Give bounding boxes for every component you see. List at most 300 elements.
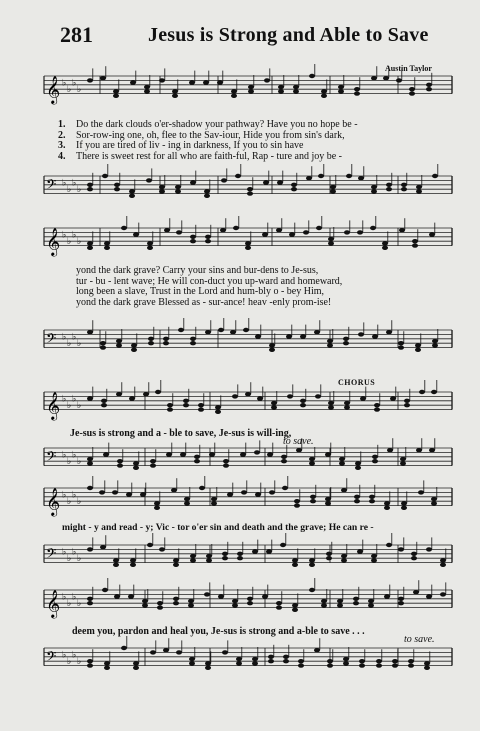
note-head: [190, 341, 196, 345]
note-head: [87, 547, 93, 551]
note-head: [235, 174, 241, 178]
flat-sign: ♭: [72, 178, 77, 189]
note-head: [176, 230, 182, 234]
note-head: [167, 407, 173, 411]
note-head: [337, 603, 343, 607]
note-head: [398, 547, 404, 551]
note-head: [328, 401, 334, 405]
note-head: [358, 176, 364, 180]
note-head: [293, 89, 299, 93]
note-head: [128, 594, 134, 598]
note-head: [401, 183, 407, 187]
note-head: [194, 455, 200, 459]
note-head: [416, 448, 422, 452]
note-head: [100, 345, 106, 349]
note-head: [248, 85, 254, 89]
note-head: [236, 661, 242, 665]
note-head: [190, 180, 196, 184]
flat-sign: ♭: [72, 78, 77, 89]
flat-sign: ♭: [62, 450, 67, 461]
chorus-line-2: might - y and read - y; Vic - tor o'er sin and death and the grave; He can re -: [62, 522, 374, 533]
note-head: [330, 189, 336, 193]
note-head: [230, 330, 236, 334]
note-head: [263, 180, 269, 184]
flat-sign: ♭: [72, 490, 77, 501]
note-head: [100, 341, 106, 345]
note-head: [370, 226, 376, 230]
note-head: [237, 556, 243, 560]
note-head: [243, 328, 249, 332]
flat-sign: ♭: [77, 657, 82, 668]
note-head: [371, 558, 377, 562]
flat-sign: ♭: [67, 497, 72, 508]
note-head: [359, 659, 365, 663]
note-head: [189, 661, 195, 665]
verse-text: long been a slave, Trust in the Lord and hum-bly o - bey Him,: [76, 286, 325, 297]
note-head: [198, 407, 204, 411]
note-head: [114, 183, 120, 187]
note-head: [142, 603, 148, 607]
note-head: [113, 94, 119, 98]
note-head: [150, 463, 156, 467]
note-head: [294, 499, 300, 503]
note-head: [341, 488, 347, 492]
note-head: [104, 246, 110, 250]
flat-sign: ♭: [72, 450, 77, 461]
note-head: [344, 405, 350, 409]
note-head: [339, 457, 345, 461]
note-head: [343, 341, 349, 345]
note-head: [190, 239, 196, 243]
note-head: [386, 187, 392, 191]
note-head: [293, 85, 299, 89]
note-head: [382, 246, 388, 250]
note-head: [257, 396, 263, 400]
note-head: [262, 232, 268, 236]
note-head: [204, 194, 210, 198]
verse-text: There is sweet rest for all who are faith-ful, Rap - ture and joy be -: [76, 150, 343, 162]
note-head: [131, 343, 137, 347]
treble-clef: 𝄞: [46, 75, 61, 104]
note-head: [292, 603, 298, 607]
note-head: [184, 497, 190, 501]
note-head: [147, 241, 153, 245]
note-head: [159, 78, 165, 82]
flat-sign: ♭: [77, 185, 82, 196]
note-head: [314, 330, 320, 334]
note-head: [232, 599, 238, 603]
note-head: [369, 499, 375, 503]
verse-text: tur - bu - lent wave; He will con-duct you up-ward and homeward,: [76, 275, 343, 287]
flat-sign: ♭: [62, 547, 67, 558]
note-head: [276, 601, 282, 605]
note-head: [166, 452, 172, 456]
note-head: [386, 330, 392, 334]
note-head: [384, 501, 390, 505]
note-head: [382, 241, 388, 245]
note-head: [346, 174, 352, 178]
note-head: [387, 448, 393, 452]
note-head: [175, 185, 181, 189]
note-head: [101, 403, 107, 407]
note-head: [87, 330, 93, 334]
note-head: [114, 187, 120, 191]
note-head: [383, 76, 389, 80]
note-head: [374, 403, 380, 407]
note-head: [374, 407, 380, 411]
note-head: [309, 588, 315, 592]
note-head: [189, 80, 195, 84]
note-head: [190, 235, 196, 239]
note-head: [254, 450, 260, 454]
note-head: [411, 556, 417, 560]
note-head: [167, 403, 173, 407]
note-head: [104, 241, 110, 245]
flat-sign: ♭: [77, 599, 82, 610]
note-head: [154, 501, 160, 505]
note-head: [116, 339, 122, 343]
note-head: [328, 237, 334, 241]
note-head: [247, 597, 253, 601]
note-head: [147, 246, 153, 250]
note-head: [172, 89, 178, 93]
note-head: [429, 448, 435, 452]
note-head: [411, 552, 417, 556]
note-head: [415, 343, 421, 347]
flat-sign: ♭: [77, 554, 82, 565]
note-head: [245, 246, 251, 250]
note-head: [175, 189, 181, 193]
note-head: [102, 174, 108, 178]
note-head: [100, 545, 106, 549]
note-head: [180, 452, 186, 456]
note-head: [150, 650, 156, 654]
note-head: [401, 501, 407, 505]
note-head: [87, 457, 93, 461]
note-head: [87, 597, 93, 601]
note-head: [116, 343, 122, 347]
note-head: [131, 348, 137, 352]
note-head: [157, 605, 163, 609]
note-head: [144, 89, 150, 93]
note-head: [133, 232, 139, 236]
note-head: [129, 396, 135, 400]
note-head: [218, 594, 224, 598]
note-head: [318, 174, 324, 178]
note-head: [247, 191, 253, 195]
note-head: [300, 334, 306, 338]
note-head: [140, 492, 146, 496]
note-head: [292, 558, 298, 562]
note-head: [327, 659, 333, 663]
note-head: [130, 558, 136, 562]
note-head: [344, 230, 350, 234]
chorus-echo-1: to save.: [283, 436, 314, 447]
note-head: [327, 343, 333, 347]
note-head: [252, 549, 258, 553]
note-head: [102, 588, 108, 592]
verse-lyrics-system-1: [58, 120, 458, 162]
note-head: [117, 463, 123, 467]
note-head: [232, 603, 238, 607]
note-head: [133, 666, 139, 670]
verse-number: 4.: [58, 150, 66, 162]
note-head: [404, 403, 410, 407]
flat-sign: ♭: [67, 657, 72, 668]
note-head: [300, 399, 306, 403]
note-head: [87, 659, 93, 663]
note-head: [287, 394, 293, 398]
note-head: [325, 497, 331, 501]
note-head: [372, 455, 378, 459]
flat-sign: ♭: [67, 85, 72, 96]
flat-sign: ♭: [62, 78, 67, 89]
verse-number: 2.: [58, 129, 66, 141]
note-head: [309, 457, 315, 461]
flat-sign: ♭: [72, 650, 77, 661]
note-head: [298, 659, 304, 663]
note-head: [292, 608, 298, 612]
note-head: [392, 659, 398, 663]
note-head: [173, 601, 179, 605]
note-head: [190, 558, 196, 562]
note-head: [150, 459, 156, 463]
note-head: [87, 246, 93, 250]
chorus-echo-2: to save.: [404, 634, 435, 645]
note-head: [99, 490, 105, 494]
bass-clef: 𝄢: [46, 545, 57, 565]
note-head: [277, 180, 283, 184]
note-head: [204, 189, 210, 193]
note-head: [205, 666, 211, 670]
note-head: [294, 503, 300, 507]
note-head: [173, 563, 179, 567]
note-head: [255, 492, 261, 496]
verse-text: Sor-row-ing one, oh, flee to the Sav-iour, Hide you from sin's dark,: [76, 129, 345, 141]
note-head: [248, 89, 254, 93]
note-head: [283, 659, 289, 663]
treble-clef: 𝄞: [46, 391, 61, 420]
note-head: [316, 226, 322, 230]
note-head: [112, 490, 118, 494]
flat-sign: ♭: [62, 230, 67, 241]
bass-clef: 𝄢: [46, 448, 57, 468]
note-head: [343, 657, 349, 661]
note-head: [429, 232, 435, 236]
note-head: [271, 401, 277, 405]
note-head: [133, 461, 139, 465]
note-head: [418, 490, 424, 494]
note-head: [321, 89, 327, 93]
flat-sign: ♭: [67, 457, 72, 468]
note-head: [401, 506, 407, 510]
note-head: [372, 459, 378, 463]
flat-sign: ♭: [67, 237, 72, 248]
note-head: [252, 657, 258, 661]
flat-sign: ♭: [67, 185, 72, 196]
note-head: [269, 343, 275, 347]
note-head: [426, 594, 432, 598]
note-head: [398, 345, 404, 349]
flat-sign: ♭: [77, 237, 82, 248]
note-head: [386, 183, 392, 187]
note-head: [282, 486, 288, 490]
note-head: [87, 461, 93, 465]
note-head: [401, 187, 407, 191]
note-head: [398, 341, 404, 345]
note-head: [221, 178, 227, 182]
note-head: [416, 185, 422, 189]
note-head: [300, 403, 306, 407]
note-head: [227, 492, 233, 496]
note-head: [101, 399, 107, 403]
note-head: [371, 76, 377, 80]
note-head: [222, 552, 228, 556]
note-head: [315, 394, 321, 398]
note-head: [338, 85, 344, 89]
note-head: [266, 549, 272, 553]
note-head: [431, 497, 437, 501]
note-head: [129, 194, 135, 198]
flat-sign: ♭: [67, 401, 72, 412]
note-head: [129, 189, 135, 193]
note-head: [113, 558, 119, 562]
note-head: [303, 230, 309, 234]
note-head: [440, 563, 446, 567]
note-head: [87, 601, 93, 605]
note-head: [371, 185, 377, 189]
note-head: [199, 486, 205, 490]
note-head: [343, 661, 349, 665]
flat-sign: ♭: [72, 394, 77, 405]
note-head: [424, 661, 430, 665]
note-head: [113, 563, 119, 567]
note-head: [252, 661, 258, 665]
note-head: [432, 343, 438, 347]
note-head: [157, 601, 163, 605]
flat-sign: ♭: [72, 547, 77, 558]
note-head: [232, 394, 238, 398]
note-head: [87, 187, 93, 191]
note-head: [360, 396, 366, 400]
note-head: [291, 187, 297, 191]
note-head: [241, 490, 247, 494]
note-head: [283, 655, 289, 659]
note-head: [309, 558, 315, 562]
note-head: [194, 459, 200, 463]
note-head: [87, 663, 93, 667]
note-head: [190, 337, 196, 341]
note-head: [113, 89, 119, 93]
note-head: [159, 189, 165, 193]
note-head: [163, 341, 169, 345]
note-head: [133, 661, 139, 665]
flat-sign: ♭: [62, 592, 67, 603]
note-head: [146, 178, 152, 182]
note-head: [240, 452, 246, 456]
note-head: [121, 646, 127, 650]
note-head: [173, 597, 179, 601]
note-head: [87, 241, 93, 245]
note-head: [222, 650, 228, 654]
note-head: [204, 592, 210, 596]
note-head: [231, 94, 237, 98]
verse-line: [58, 152, 458, 163]
note-head: [231, 89, 237, 93]
note-head: [205, 661, 211, 665]
note-head: [413, 590, 419, 594]
note-head: [291, 183, 297, 187]
note-head: [223, 459, 229, 463]
note-head: [172, 94, 178, 98]
flat-sign: ♭: [62, 178, 67, 189]
note-head: [372, 334, 378, 338]
note-head: [412, 239, 418, 243]
note-head: [100, 76, 106, 80]
note-head: [237, 552, 243, 556]
note-head: [400, 457, 406, 461]
note-head: [205, 239, 211, 243]
note-head: [104, 661, 110, 665]
note-head: [148, 337, 154, 341]
note-head: [371, 189, 377, 193]
note-head: [431, 501, 437, 505]
note-head: [376, 663, 382, 667]
flat-sign: ♭: [62, 490, 67, 501]
flat-sign: ♭: [72, 592, 77, 603]
note-head: [327, 663, 333, 667]
note-head: [432, 339, 438, 343]
note-head: [321, 94, 327, 98]
note-head: [392, 663, 398, 667]
flat-sign: ♭: [72, 332, 77, 343]
note-head: [431, 390, 437, 394]
note-head: [163, 337, 169, 341]
verse-text: yond the dark grave? Carry your sins and bur-dens to Je-sus,: [76, 265, 319, 276]
note-head: [87, 183, 93, 187]
verse-line: [76, 298, 476, 309]
note-head: [233, 226, 239, 230]
note-head: [247, 601, 253, 605]
note-head: [268, 655, 274, 659]
note-head: [183, 399, 189, 403]
note-head: [314, 648, 320, 652]
note-head: [384, 594, 390, 598]
note-head: [171, 488, 177, 492]
note-head: [321, 599, 327, 603]
note-head: [206, 554, 212, 558]
note-head: [338, 89, 344, 93]
chorus-line-1: Je-sus is strong and a - ble to save, Je-sus is will-ing,: [70, 428, 292, 439]
note-head: [114, 594, 120, 598]
note-head: [354, 499, 360, 503]
note-head: [400, 461, 406, 465]
note-head: [223, 463, 229, 467]
note-head: [276, 605, 282, 609]
note-head: [178, 328, 184, 332]
note-head: [376, 659, 382, 663]
flat-sign: ♭: [67, 554, 72, 565]
note-head: [337, 599, 343, 603]
note-head: [386, 543, 392, 547]
note-head: [341, 558, 347, 562]
note-head: [276, 228, 282, 232]
note-head: [130, 563, 136, 567]
note-head: [309, 74, 315, 78]
note-head: [330, 185, 336, 189]
note-head: [341, 554, 347, 558]
note-head: [130, 80, 136, 84]
